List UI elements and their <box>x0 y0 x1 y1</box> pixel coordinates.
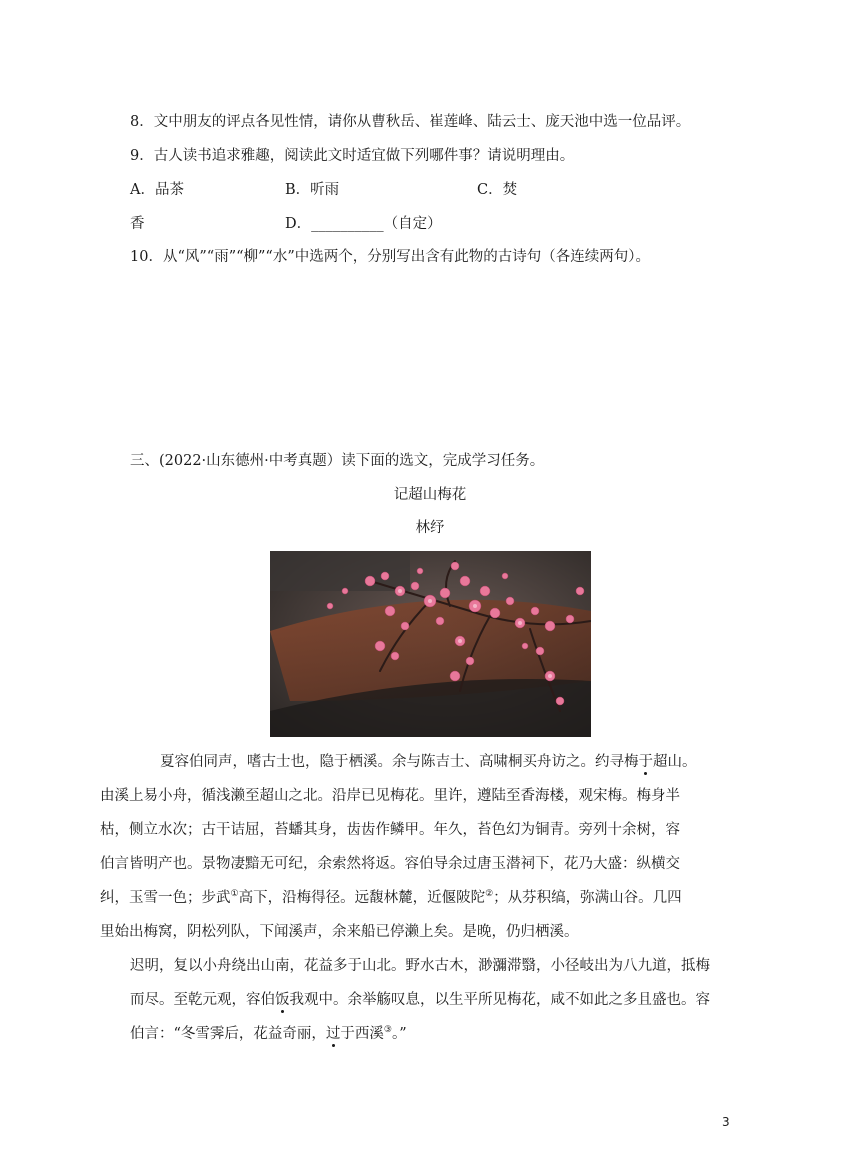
passage-paragraph-1 <box>100 745 730 949</box>
text-segment: 伯言：“冬雪霁后，花益奇丽， <box>130 1026 326 1042</box>
passage-line: 枯，侧立水次；古干诘屈，苔蟠其身，齿齿作鳞甲。年久，苔色幻为铜青。旁列十余树，容 <box>100 822 680 838</box>
text-segment: 于西溪 <box>340 1026 384 1042</box>
text-segment: 夏容伯同声，嗜古士也，隐于栖溪。余与陈吉士、高啸桐买舟访之。约寻梅 <box>160 754 639 770</box>
page-number: 3 <box>722 1115 730 1129</box>
passage-line: 里始出梅窝，阴松列队，下闻溪声，余来船已停濑上矣。是晚，仍归栖溪。 <box>100 924 579 940</box>
passage-title: 记超山梅花 <box>393 487 467 503</box>
option-b: B．听雨 <box>285 182 340 198</box>
footnote-marker: ① <box>230 889 239 900</box>
passage-line: 伯言皆明产也。景物凄黯无可纪，余索然将返。容伯导余过唐玉潜祠下，花乃大盛：纵横交 <box>100 856 680 872</box>
passage-paragraph-2 <box>130 949 730 1051</box>
section-3-heading: 三、(2022·山东德州·中考真题）读下面的选文，完成学习任务。 <box>130 453 545 469</box>
passage-line: 由溪上易小舟，循浅濑至超山之北。沿岸已见梅花。里许，遵陆至香海楼，观宋梅。梅身半 <box>100 788 680 804</box>
question-9: 9．古人读书追求雅趣，阅读此文时适宜做下列哪件事？请说明理由。 <box>130 148 575 164</box>
footnote-marker: ② <box>485 889 494 900</box>
option-c-wrap: 香 <box>130 216 145 232</box>
emphasized-char: 饭 <box>275 992 290 1008</box>
text-segment: 我观中。余举觞叹息，以生平所见梅花，咸不如此之多且盛也。容 <box>289 992 710 1008</box>
text-segment: 超山。 <box>653 754 697 770</box>
emphasized-char: 过 <box>325 1026 341 1042</box>
text-segment: ；从芬积缟，弥满山谷。几四 <box>493 890 682 906</box>
option-d: D．__________（自定） <box>285 216 442 232</box>
passage-line <box>130 983 730 1017</box>
plum-blossom-image <box>270 551 591 737</box>
passage-line <box>130 745 730 779</box>
option-a: A．品茶 <box>130 182 184 198</box>
passage-line <box>130 1017 730 1051</box>
question-8: 8．文中朋友的评点各见性情，请你从曹秋岳、崔莲峰、陆云士、庞天池中选一位品评。 <box>130 114 691 130</box>
plum-blossom-photo <box>270 551 591 737</box>
option-c: C．焚 <box>477 182 518 198</box>
question-10: 10．从“风”“雨”“柳”“水”中选两个，分别写出含有此物的古诗句（各连续两句）。 <box>130 249 651 265</box>
emphasized-char: 于 <box>638 754 653 770</box>
text-segment: 纠，玉雪一色；步武 <box>100 890 231 906</box>
text-segment: 而尽。至乾元观，容伯 <box>130 992 275 1008</box>
text-segment: 高下，沿梅得径。远馥林麓，近偃陂陀 <box>238 890 486 906</box>
footnote-marker: ③ <box>383 1025 392 1036</box>
passage-line: 迟明，复以小舟绕出山南，花益多于山北。野水古木，渺瀰滞翳，小径岐出为八九道，抵梅 <box>130 958 710 974</box>
passage-author: 林纾 <box>415 520 445 536</box>
text-segment: 。” <box>392 1026 407 1042</box>
passage-line <box>100 881 730 915</box>
